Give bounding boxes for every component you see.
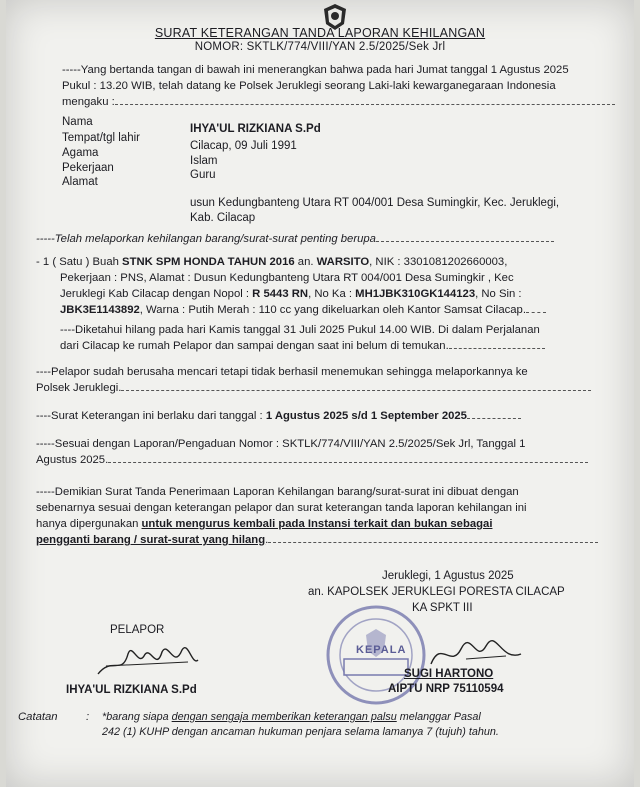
label-address: Alamat xyxy=(62,176,98,188)
label-birth: Tempat/tgl lahir xyxy=(62,132,140,144)
intro-line-2: Pukul : 13.20 WIB, telah datang ke Polsek Jeruklegi seorang Laki-laki kewarganegaraan Indonesia xyxy=(62,80,556,92)
value-address-1: usun Kedungbanteng Utara RT 004/001 Desa Sumingkir, Kec. Jeruklegi, xyxy=(190,197,560,209)
value-name: IHYA'UL RIZKIANA S.Pd xyxy=(190,123,321,135)
intro-line-3: mengaku : xyxy=(62,96,615,108)
signature-place-date: Jeruklegi, 1 Agustus 2025 xyxy=(382,570,514,582)
value-address-2: Kab. Cilacap xyxy=(190,212,256,224)
lost-line-2: dari Cilacap ke rumah Pelapor dan sampai dengan saat ini belum di temukan. xyxy=(60,340,545,352)
reporter-name: IHYA'UL RIZKIANA S.Pd xyxy=(66,684,197,696)
officer-name: SUGI HARTONO xyxy=(404,668,494,680)
signature-on-behalf: an. KAPOLSEK JERUKLEGI PORESTA CILACAP xyxy=(308,586,565,598)
lost-line-1: ----Diketahui hilang pada hari Kamis tanggal 31 Juli 2025 Pukul 14.00 WIB. Di dalam Perjalanan xyxy=(60,324,540,336)
value-religion: Islam xyxy=(190,155,218,167)
search-line-2: Polsek Jeruklegi. xyxy=(36,382,591,394)
item-line-4: JBK3E1143892, Warna : Putih Merah : 110 cc yang dikeluarkan oleh Kantor Samsat Cilacap. xyxy=(60,304,546,316)
signature-unit: KA SPKT III xyxy=(412,602,473,614)
reporter-label: PELAPOR xyxy=(110,624,165,636)
label-job: Pekerjaan xyxy=(62,162,114,174)
value-birth: Cilacap, 09 Juli 1991 xyxy=(190,140,297,152)
closing-line-4: pengganti barang / surat-surat yang hilang. xyxy=(36,534,598,546)
officer-rank: AIPTU NRP 75110594 xyxy=(388,683,504,695)
document-number: NOMOR: SKTLK/774/VIII/YAN 2.5/2025/Sek Jrl xyxy=(194,41,446,53)
search-line-1: ----Pelapor sudah berusaha mencari tetapi tidak berhasil menemukan sehingga melaporkannya ke xyxy=(36,366,528,378)
label-religion: Agama xyxy=(62,147,99,159)
closing-line-1: -----Demikian Surat Tanda Penerimaan Laporan Kehilangan barang/surat-surat ini dibuat dengan xyxy=(36,486,519,498)
item-line-1: - 1 ( Satu ) Buah STNK SPM HONDA TAHUN 2016 an. WARSITO, NIK : 3301081202660003, xyxy=(36,256,508,268)
reporter-signature xyxy=(92,636,202,684)
item-line-2: Pekerjaan : PNS, Alamat : Dusun Kedungbanteng Utara RT 004/001 Desa Sumingkir , Kec xyxy=(60,272,514,284)
note-line-2: 242 (1) KUHP dengan ancaman hukuman penjara selama lamanya 7 (tujuh) tahun. xyxy=(102,726,499,738)
reference-line-1: -----Sesuai dengan Laporan/Pengaduan Nomor : SKTLK/774/VIII/YAN 2.5/2025/Sek Jrl, Tanggal 1 xyxy=(36,438,526,450)
report-intro: -----Telah melaporkan kehilangan barang/surat-surat penting berupa xyxy=(36,233,554,245)
intro-line-1: -----Yang bertanda tangan di bawah ini menerangkan bahwa pada hari Jumat tanggal 1 Agustus 2025 xyxy=(62,64,569,76)
note-line-1: *barang siapa dengan sengaja memberikan keterangan palsu melanggar Pasal xyxy=(102,711,481,723)
item-line-3: Jeruklegi Kab Cilacap dengan Nopol : R 5443 RN, No Ka : MH1JBK310GK144123, No Sin : xyxy=(60,288,522,300)
reference-line-2: Agustus 2025. xyxy=(36,454,588,466)
document-page xyxy=(6,0,634,787)
document-title: SURAT KETERANGAN TANDA LAPORAN KEHILANGAN xyxy=(154,26,486,40)
validity-line: ----Surat Keterangan ini berlaku dari tanggal : 1 Agustus 2025 s/d 1 September 2025 xyxy=(36,410,521,422)
value-job: Guru xyxy=(190,169,216,181)
closing-line-3: hanya dipergunakan untuk mengurus kembali pada Instansi terkait dan bukan sebagai xyxy=(36,518,493,530)
label-name: Nama xyxy=(62,116,93,128)
stamp-label: KEPALA xyxy=(356,644,407,656)
note-label: Catatan xyxy=(18,711,58,723)
closing-line-2: sebenarnya sesuai dengan keterangan pelapor dan surat keterangan tanda laporan kehilangan ini xyxy=(36,502,527,514)
note-colon: : xyxy=(86,711,90,723)
